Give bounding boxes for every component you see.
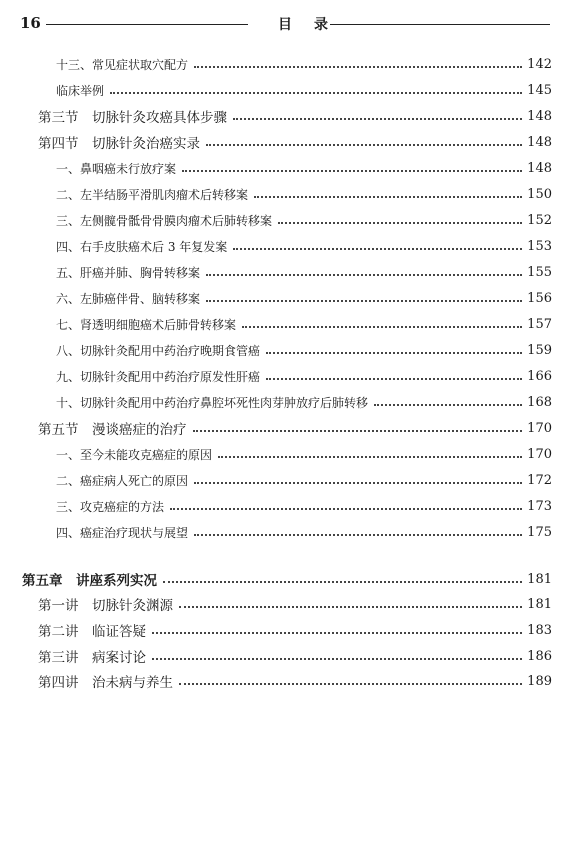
toc-entry-label: 三、攻克癌症的方法	[56, 499, 165, 514]
toc-entry[interactable]	[38, 106, 552, 126]
dot-leader	[194, 66, 522, 68]
dot-leader	[278, 222, 522, 224]
toc-entry[interactable]	[38, 418, 552, 438]
toc-entry-page: 186	[527, 648, 552, 664]
dot-leader	[110, 92, 522, 94]
dot-leader	[152, 658, 522, 660]
toc-entry[interactable]	[56, 366, 552, 386]
toc-entry-label: 七、肾透明细胞癌术后肺骨转移案	[56, 317, 237, 332]
toc-entry-label: 十三、常见症状取穴配方	[56, 57, 189, 72]
toc-entry-label: 第四讲 治未病与养生	[38, 675, 173, 691]
toc-entry-label: 四、右手皮肤癌术后 3 年复发案	[56, 239, 228, 254]
dot-leader	[194, 534, 522, 536]
toc-entry-page: 153	[527, 238, 552, 254]
toc-entry-page: 181	[527, 571, 552, 587]
toc-entry[interactable]	[56, 392, 552, 412]
dot-leader	[206, 300, 522, 302]
toc-entry-label: 一、至今未能攻克癌症的原因	[56, 447, 213, 462]
toc-entry-page: 170	[527, 446, 552, 462]
toc-entry-label: 五、肝癌并肺、胸骨转移案	[56, 265, 201, 280]
toc-entry-page: 166	[527, 368, 552, 384]
toc-entry[interactable]	[56, 340, 552, 360]
toc-entry[interactable]	[56, 288, 552, 308]
header-rule-right	[330, 24, 550, 25]
toc-entry-label: 十、切脉针灸配用中药治疗鼻腔坏死性肉芽肿放疗后肺转移	[56, 395, 369, 410]
toc-entry[interactable]	[56, 262, 552, 282]
toc-entry-label: 二、左半结肠平滑肌肉瘤术后转移案	[56, 187, 249, 202]
toc-entry-label: 临床举例	[56, 83, 105, 98]
toc-entry[interactable]	[56, 522, 552, 542]
dot-leader	[206, 144, 522, 146]
toc-entry-page: 157	[527, 316, 552, 332]
dot-leader	[218, 456, 522, 458]
dot-leader	[163, 581, 522, 583]
toc-entry-label: 三、左侧髋骨骶骨骨膜肉瘤术后肺转移案	[56, 213, 273, 228]
toc-entry-label: 第一讲 切脉针灸渊源	[38, 598, 173, 614]
toc-entry-label: 第二讲 临证答疑	[38, 624, 146, 640]
toc-entry[interactable]	[56, 80, 552, 100]
toc-entry-label: 第五章 讲座系列实况	[22, 573, 157, 589]
dot-leader	[179, 606, 522, 608]
dot-leader	[233, 248, 522, 250]
toc-entry-page: 155	[527, 264, 552, 280]
toc-entry[interactable]	[56, 158, 552, 178]
toc-entry-page: 142	[527, 56, 552, 72]
toc-entry-page: 172	[527, 472, 552, 488]
toc-entry[interactable]	[38, 671, 552, 691]
toc-entry-label: 第四节 切脉针灸治癌实录	[38, 136, 200, 152]
toc-entry-label: 一、鼻咽癌未行放疗案	[56, 161, 177, 176]
toc-entry[interactable]	[38, 646, 552, 666]
toc-entry[interactable]	[56, 210, 552, 230]
header-title: 目录	[278, 17, 350, 33]
toc-entry-label: 第五节 漫谈癌症的治疗	[38, 422, 187, 438]
toc-entry-page: 145	[527, 82, 552, 98]
dot-leader	[266, 352, 522, 354]
toc-entry[interactable]	[56, 496, 552, 516]
toc-entry-page: 156	[527, 290, 552, 306]
toc-entry-page: 168	[527, 394, 552, 410]
toc-entry-page: 189	[527, 673, 552, 689]
toc-entry-page: 152	[527, 212, 552, 228]
dot-leader	[206, 274, 522, 276]
toc-entry-page: 173	[527, 498, 552, 514]
toc-entry[interactable]	[56, 444, 552, 464]
toc-entry-label: 二、癌症病人死亡的原因	[56, 473, 189, 488]
toc-entry[interactable]	[56, 470, 552, 490]
header-rule-left	[46, 24, 248, 25]
page-header	[0, 12, 566, 36]
toc-entry-page: 175	[527, 524, 552, 540]
toc-entry-label: 第三讲 病案讨论	[38, 650, 146, 666]
toc-entry-page: 181	[527, 596, 552, 612]
toc-entry[interactable]	[56, 314, 552, 334]
page-number: 16	[20, 14, 41, 32]
dot-leader	[254, 196, 522, 198]
dot-leader	[152, 632, 522, 634]
toc-entry-page: 170	[527, 420, 552, 436]
toc-entry-page: 159	[527, 342, 552, 358]
toc-entry[interactable]	[38, 594, 552, 614]
toc-entry[interactable]	[56, 54, 552, 74]
toc-entry-label: 四、癌症治疗现状与展望	[56, 525, 189, 540]
dot-leader	[374, 404, 522, 406]
dot-leader	[242, 326, 522, 328]
toc-entry[interactable]	[56, 184, 552, 204]
dot-leader	[194, 482, 522, 484]
toc-entry[interactable]	[38, 620, 552, 640]
toc-entry-label: 八、切脉针灸配用中药治疗晚期食管癌	[56, 343, 261, 358]
toc-entry-page: 148	[527, 108, 552, 124]
toc-entry[interactable]	[56, 236, 552, 256]
dot-leader	[182, 170, 522, 172]
toc-entry-page: 148	[527, 134, 552, 150]
toc-entry-page: 148	[527, 160, 552, 176]
dot-leader	[179, 683, 522, 685]
dot-leader	[170, 508, 522, 510]
dot-leader	[193, 430, 523, 432]
toc-chapter-entry[interactable]	[22, 569, 552, 589]
toc-entry-page: 150	[527, 186, 552, 202]
toc-entry-label: 六、左肺癌伴骨、脑转移案	[56, 291, 201, 306]
toc-entry-page: 183	[527, 622, 552, 638]
toc-entry[interactable]	[38, 132, 552, 152]
dot-leader	[266, 378, 522, 380]
dot-leader	[233, 118, 522, 120]
toc-entry-label: 九、切脉针灸配用中药治疗原发性肝癌	[56, 369, 261, 384]
toc-entry-label: 第三节 切脉针灸攻癌具体步骤	[38, 110, 227, 126]
